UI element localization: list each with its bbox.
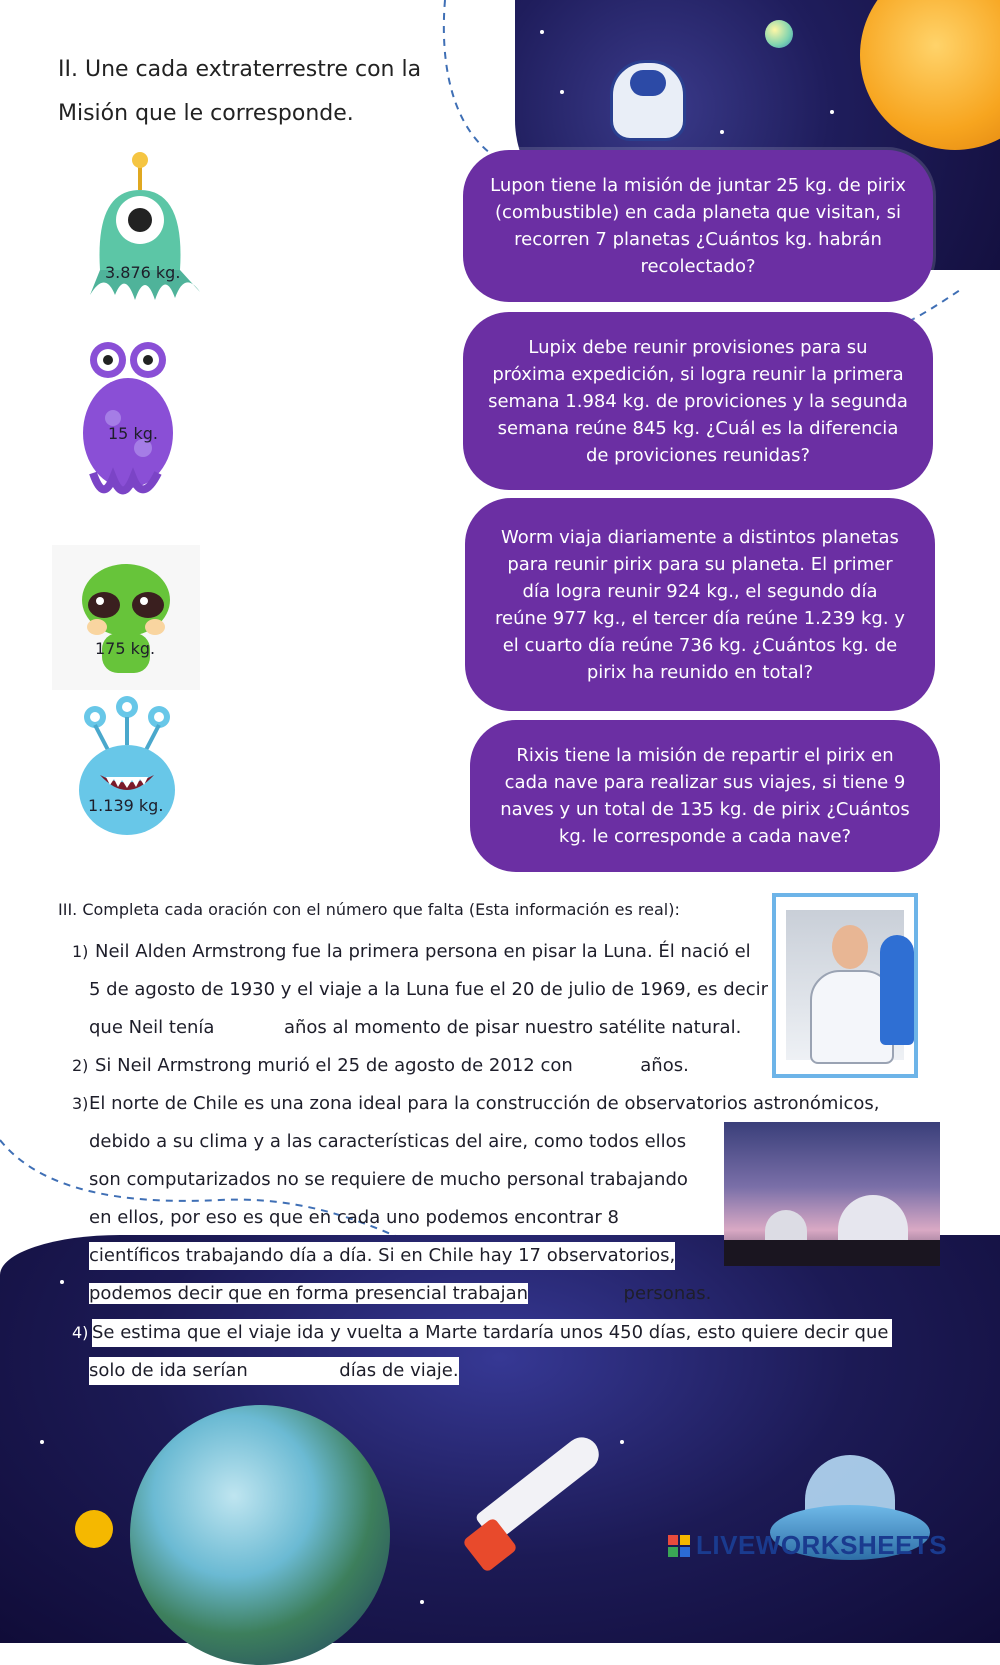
star (40, 1440, 44, 1444)
q1-answer-input[interactable] (220, 1017, 278, 1039)
mission-2-line: Lupix debe reunir provisiones para su (528, 336, 868, 358)
mission-2-text (488, 334, 908, 469)
q2-line (95, 1052, 689, 1080)
mission-4-text (500, 742, 910, 850)
mission-3-text (495, 524, 905, 686)
q3-line-6-start: podemos decir que en forma presencial trabajan (89, 1283, 529, 1304)
mission-box-1[interactable] (463, 150, 933, 302)
q3-answer-input[interactable] (534, 1283, 618, 1305)
q3-line-4: en ellos, por eso es que en cada uno podemos encontrar 8 (89, 1207, 619, 1228)
q1-line-3 (89, 1014, 741, 1042)
mission-1-line: recorren 7 planetas ¿Cuántos kg. habrán (514, 229, 882, 250)
q3-line-6 (89, 1280, 711, 1308)
mission-4-line: kg. le corresponde a cada nave? (558, 826, 852, 847)
alien-1-icon (85, 150, 205, 320)
q4-line-2-end: días de viaje. (339, 1360, 459, 1381)
alien-1[interactable] (85, 150, 205, 320)
alien-4-weight: 1.139 kg. (88, 796, 164, 815)
mission-1-line: Lupon tiene la misión de juntar 25 kg. de pirix (490, 175, 906, 196)
mission-2-line: próxima expedición, si logra reunir la primera (492, 363, 904, 385)
mission-3-line: Worm viaja diariamente a distintos planetas (501, 526, 899, 548)
q4-answer-input[interactable] (254, 1360, 334, 1382)
section-2-title-line-1: II. Une cada extraterrestre con la (58, 57, 422, 82)
rocket-sticker-icon (880, 935, 914, 1045)
mission-3-line: reúne 977 kg., el tercer día reúne 1.239 kg. y (495, 607, 905, 629)
q2-line-start: Si Neil Armstrong murió el 25 de agosto de 2012 con (95, 1055, 573, 1076)
mission-box-3[interactable] (465, 498, 935, 711)
star (420, 1600, 424, 1604)
alien-3[interactable] (52, 545, 200, 690)
star (620, 1440, 624, 1444)
q2-number: 2) (72, 1056, 89, 1075)
alien-4-icon (70, 695, 185, 845)
section-2-title (58, 48, 458, 136)
mission-3-line: día logra reunir 924 kg., el segundo día (522, 580, 878, 602)
alien-3-icon (52, 545, 200, 690)
alien-1-weight: 3.876 kg. (105, 263, 181, 282)
q2-line-end: años. (640, 1055, 689, 1076)
mission-3-line: el cuarto día reúne 736 kg. ¿Cuántos kg. de (502, 634, 898, 656)
star (60, 1280, 64, 1284)
section-2-title-line-2: Misión que le corresponde. (58, 101, 354, 126)
yellow-moon-illustration (75, 1510, 113, 1548)
q3-line-5: científicos trabajando día a día. Si en Chile hay 17 observatorios, (89, 1242, 675, 1270)
liveworksheets-logo-icon (668, 1535, 690, 1557)
alien-2[interactable] (78, 338, 178, 508)
liveworksheets-logo[interactable]: LIVEWORKSHEETS (696, 1530, 948, 1560)
earth-planet-illustration (130, 1405, 390, 1665)
mission-2-line: semana 1.984 kg. de proviciones y la segunda (488, 390, 908, 412)
alien-2-weight: 15 kg. (108, 424, 158, 443)
q1-number: 1) (72, 942, 89, 961)
mission-2-line: semana reúne 845 kg. ¿Cuál es la diferencia (497, 417, 899, 439)
q1-line-3-start: que Neil tenía (89, 1017, 215, 1038)
q1-line-2: 5 de agosto de 1930 y el viaje a la Luna fue el 20 de julio de 1969, es decir (89, 979, 768, 1000)
mission-3-line: para reunir pirix para su planeta. El primer (507, 553, 893, 575)
q3-line-6-end: personas. (623, 1283, 712, 1304)
mission-box-2[interactable] (463, 312, 933, 490)
mission-4-line: Rixis tiene la misión de repartir el pirix en (516, 745, 894, 766)
q3-line-3: son computarizados no se requiere de mucho personal trabajando (89, 1169, 688, 1190)
q4-line-2 (89, 1357, 459, 1385)
mission-4-line: naves y un total de 135 kg. de pirix ¿Cuántos (500, 799, 910, 820)
section-3-title: III. Completa cada oración con el número que falta (Esta información es real): (58, 900, 680, 919)
armstrong-face (832, 925, 868, 969)
alien-2-icon (78, 338, 178, 508)
q3-number: 3) (72, 1094, 89, 1113)
q4-line-2-start: solo de ida serían (89, 1360, 248, 1381)
q4-number: 4) (72, 1323, 89, 1342)
q3-line-1: El norte de Chile es una zona ideal para la construcción de observatorios astronómicos, (89, 1093, 880, 1114)
mission-box-4[interactable] (470, 720, 940, 872)
alien-3-weight: 175 kg. (95, 639, 156, 658)
q1-line-3-end: años al momento de pisar nuestro satélite natural. (283, 1017, 742, 1038)
alien-4[interactable] (70, 695, 185, 845)
observatory-ground (724, 1240, 940, 1266)
mission-1-line: recolectado? (640, 256, 756, 277)
mission-2-line: de proviciones reunidas? (585, 444, 811, 466)
q2-answer-input[interactable] (579, 1055, 635, 1077)
q3-line-2: debido a su clima y a las características del aire, como todos ellos (89, 1131, 687, 1152)
mission-4-line: cada nave para realizar sus viajes, si tiene 9 (504, 772, 906, 793)
q4-line-1: Se estima que el viaje ida y vuelta a Marte tardaría unos 450 días, esto quiere decir que (92, 1319, 892, 1347)
mission-1-text (490, 172, 906, 280)
mission-1-line: (combustible) en cada planeta que visitan, si (494, 202, 902, 223)
q1-line-1: Neil Alden Armstrong fue la primera persona en pisar la Luna. Él nació el (95, 941, 751, 962)
mission-3-line: pirix ha reunido en total? (586, 661, 814, 683)
